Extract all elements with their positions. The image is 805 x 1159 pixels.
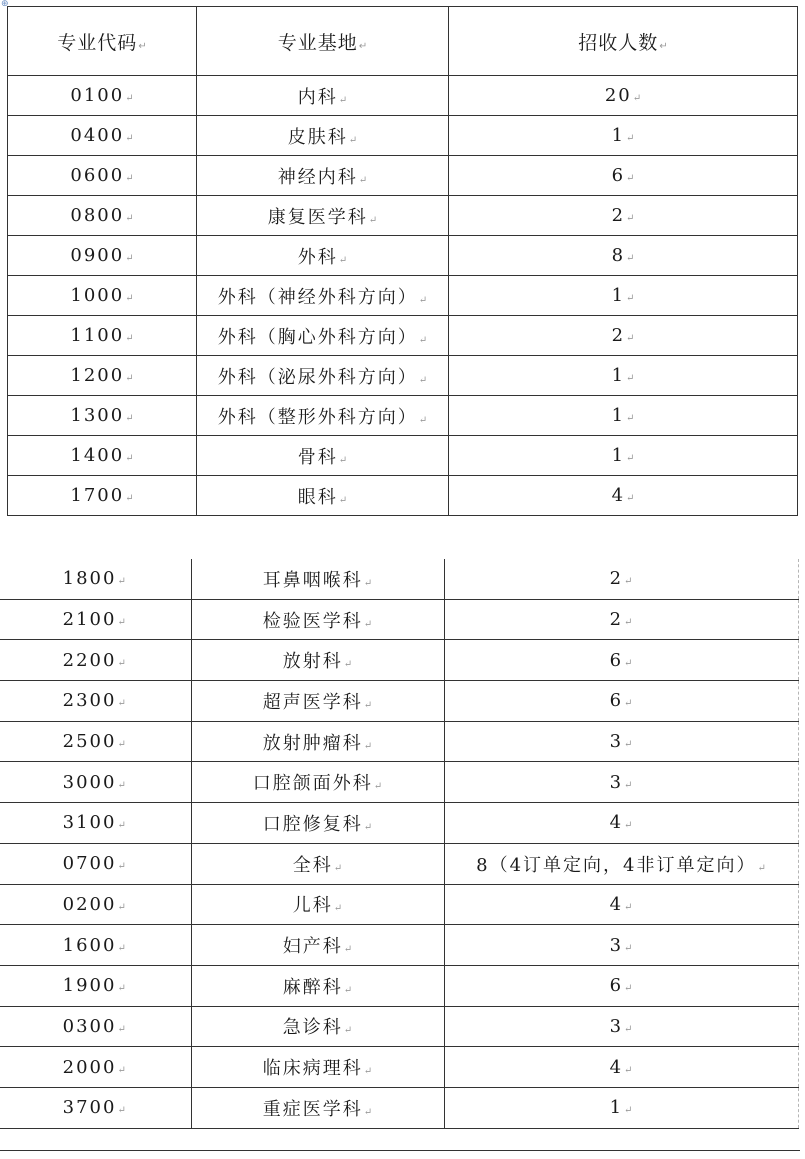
count-cell: [449, 436, 798, 476]
paragraph-mark-icon: ↵: [125, 253, 134, 264]
code-cell: [0, 965, 191, 1006]
base-cell: [191, 965, 444, 1006]
cell-code: 0400: [70, 125, 125, 146]
paragraph-mark-icon: ↵: [117, 942, 126, 954]
count-cell: [449, 156, 798, 196]
paragraph-mark-icon: ↵: [117, 820, 126, 832]
paragraph-mark-icon: ↵: [117, 698, 126, 710]
code-cell: [8, 316, 197, 356]
table-row: [8, 196, 798, 236]
cell-count: 1: [611, 365, 626, 386]
paragraph-mark-icon: ↵: [363, 1066, 373, 1078]
cell-code: 3000: [62, 771, 117, 793]
table-row: [0, 640, 798, 681]
code-cell: [0, 1006, 191, 1047]
count-cell: [444, 884, 798, 925]
paragraph-mark-icon: ↵: [343, 1025, 353, 1037]
table-row: [0, 884, 798, 925]
table-row: [8, 356, 798, 396]
code-cell: [8, 356, 197, 396]
paragraph-mark-icon: ↵: [418, 294, 428, 306]
base-cell: [191, 559, 444, 599]
code-cell: [0, 884, 191, 925]
base-cell: [197, 276, 449, 316]
code-cell: [8, 476, 197, 516]
paragraph-mark-icon: ↵: [624, 820, 633, 832]
cell-base: 重症医学科: [262, 1098, 363, 1120]
count-cell: [444, 681, 798, 722]
count-cell: [444, 599, 798, 640]
code-cell: [8, 396, 197, 436]
count-cell: [444, 721, 798, 762]
paragraph-mark-icon: ↵: [117, 1064, 126, 1076]
table-row: [0, 1006, 798, 1047]
base-cell: [191, 640, 444, 681]
paragraph-mark-icon: ↵: [338, 94, 348, 106]
paragraph-mark-icon: ↵: [624, 657, 633, 669]
base-cell: [197, 156, 449, 196]
cell-base: 妇产科: [282, 936, 343, 958]
table-row: [0, 965, 798, 1006]
table-row: [8, 436, 798, 476]
paragraph-mark-icon: ↵: [626, 493, 635, 504]
paragraph-mark-icon: ↵: [125, 293, 134, 304]
code-cell: [0, 559, 191, 599]
cell-count: 6: [609, 649, 624, 671]
cell-count: 3: [609, 1015, 624, 1037]
base-cell: [191, 599, 444, 640]
table-row: [8, 116, 798, 156]
paragraph-mark-icon: ↵: [363, 1106, 373, 1118]
count-cell: [449, 116, 798, 156]
paragraph-mark-icon: ↵: [117, 739, 126, 751]
base-cell: [191, 1047, 444, 1088]
cell-code: 0700: [62, 853, 117, 875]
base-cell: [191, 762, 444, 803]
cell-base: 外科（神经外科方向）: [217, 286, 418, 308]
table-row: [0, 843, 798, 884]
cell-code: 2100: [62, 609, 117, 631]
paragraph-mark-icon: ↵: [624, 1064, 633, 1076]
code-cell: [0, 640, 191, 681]
cell-count: 1: [611, 405, 626, 426]
table-row: [8, 396, 798, 436]
cell-code: 0100: [70, 85, 125, 106]
code-cell: [0, 762, 191, 803]
cell-base: 骨科: [297, 446, 338, 468]
table-row: [0, 681, 798, 722]
code-cell: [8, 236, 197, 276]
cell-count: 1: [611, 125, 626, 146]
cell-base: 口腔颌面外科: [252, 773, 373, 795]
base-cell: [191, 681, 444, 722]
cell-code: 1300: [70, 405, 125, 426]
paragraph-mark-icon: ↵: [338, 254, 348, 266]
table-row: [0, 721, 798, 762]
paragraph-mark-icon: ↵: [117, 1023, 126, 1035]
paragraph-mark-icon: ↵: [624, 942, 633, 954]
cell-code: 1100: [70, 325, 125, 346]
base-cell: [197, 76, 449, 116]
cell-base: 儿科: [292, 895, 333, 917]
cell-code: 1700: [70, 485, 125, 506]
paragraph-mark-icon: ↵: [659, 40, 668, 52]
count-cell: [444, 843, 798, 884]
paragraph-mark-icon: ↵: [117, 901, 126, 913]
table-row: [8, 276, 798, 316]
cell-base: 神经内科: [277, 166, 358, 188]
paragraph-mark-icon: ↵: [343, 984, 353, 996]
paragraph-mark-icon: ↵: [125, 213, 134, 224]
count-cell: [449, 316, 798, 356]
table-header-row: [8, 7, 798, 76]
paragraph-mark-icon: ↵: [125, 93, 134, 104]
paragraph-mark-icon: ↵: [626, 253, 635, 264]
paragraph-mark-icon: ↵: [632, 93, 642, 104]
cell-base: 放射科: [282, 651, 343, 673]
cell-code: 1600: [62, 934, 117, 956]
base-cell: [197, 116, 449, 156]
header-base-cell: [197, 7, 449, 76]
cell-count: 6: [609, 690, 624, 712]
paragraph-mark-icon: ↵: [117, 576, 126, 588]
cell-count: 4: [609, 812, 624, 834]
paragraph-mark-icon: ↵: [624, 698, 633, 710]
code-cell: [8, 436, 197, 476]
count-cell: [444, 762, 798, 803]
base-cell: [197, 316, 449, 356]
paragraph-mark-icon: ↵: [626, 333, 635, 344]
cell-count: 1: [611, 285, 626, 306]
paragraph-mark-icon: ↵: [624, 739, 633, 751]
paragraph-mark-icon: ↵: [626, 413, 635, 424]
count-cell: [449, 236, 798, 276]
cell-code: 2300: [62, 690, 117, 712]
count-cell: [444, 1047, 798, 1088]
paragraph-mark-icon: ↵: [626, 453, 635, 464]
cell-base: 外科（胸心外科方向）: [217, 326, 418, 348]
cell-base: 皮肤科: [287, 126, 348, 148]
base-cell: [191, 884, 444, 925]
cell-base: 临床病理科: [262, 1058, 363, 1080]
count-cell: [449, 396, 798, 436]
paragraph-mark-icon: ↵: [418, 334, 428, 346]
paragraph-mark-icon: ↵: [333, 903, 343, 915]
count-cell: [449, 476, 798, 516]
cell-count: 4: [609, 1056, 624, 1078]
cell-base: 康复医学科: [267, 206, 368, 228]
header-count: 招收人数: [578, 31, 659, 54]
paragraph-mark-icon: ↵: [624, 1105, 633, 1117]
paragraph-mark-icon: ↵: [757, 862, 766, 874]
paragraph-mark-icon: ↵: [125, 453, 134, 464]
cell-count: 6: [609, 975, 624, 997]
code-cell: [0, 721, 191, 762]
count-cell: [444, 1087, 798, 1128]
paragraph-mark-icon: ↵: [125, 133, 134, 144]
cell-count: 4: [611, 485, 626, 506]
paragraph-mark-icon: ↵: [125, 413, 134, 424]
cell-count: 6: [611, 165, 626, 186]
paragraph-mark-icon: ↵: [363, 740, 373, 752]
paragraph-mark-icon: ↵: [624, 901, 633, 913]
cell-code: 0600: [70, 165, 125, 186]
paragraph-mark-icon: ↵: [418, 414, 428, 426]
count-cell: [449, 196, 798, 236]
base-cell: [191, 843, 444, 884]
paragraph-mark-icon: ↵: [125, 173, 134, 184]
count-cell: [444, 1006, 798, 1047]
table-row: [8, 316, 798, 356]
cell-code: 1200: [70, 365, 125, 386]
paragraph-mark-icon: ↵: [358, 40, 368, 52]
cell-base: 全科: [292, 854, 333, 876]
paragraph-mark-icon: ↵: [363, 821, 373, 833]
cell-count: 3: [609, 771, 624, 793]
cell-code: 1900: [62, 975, 117, 997]
cell-count: 2: [609, 568, 624, 590]
admission-table-part-1: [7, 6, 798, 516]
table-row: [8, 76, 798, 116]
paragraph-mark-icon: ↵: [626, 173, 635, 184]
base-cell: [191, 1006, 444, 1047]
paragraph-mark-icon: ↵: [117, 861, 126, 873]
table-row: [8, 156, 798, 196]
paragraph-mark-icon: ↵: [363, 618, 373, 630]
paragraph-mark-icon: ↵: [343, 944, 353, 956]
base-cell: [191, 1087, 444, 1128]
code-cell: [8, 196, 197, 236]
paragraph-mark-icon: ↵: [138, 40, 147, 52]
cell-base: 口腔修复科: [262, 813, 363, 835]
cell-base: 内科: [297, 86, 338, 108]
cell-code: 1800: [62, 568, 117, 590]
paragraph-mark-icon: ↵: [343, 659, 353, 671]
paragraph-mark-icon: ↵: [338, 454, 348, 466]
cell-count: 20: [604, 85, 632, 106]
paragraph-mark-icon: ↵: [626, 133, 635, 144]
code-cell: [8, 276, 197, 316]
paragraph-mark-icon: ↵: [624, 983, 633, 995]
table-bottom-border: [0, 1150, 800, 1151]
header-code: 专业代码: [57, 31, 138, 54]
code-cell: [8, 116, 197, 156]
count-cell: [444, 640, 798, 681]
table-row: [0, 762, 798, 803]
cell-count: 1: [609, 1097, 624, 1119]
count-cell: [444, 559, 798, 599]
paragraph-mark-icon: ↵: [626, 213, 635, 224]
cell-code: 1000: [70, 285, 125, 306]
base-cell: [191, 925, 444, 966]
count-cell: [449, 356, 798, 396]
cell-code: 3700: [62, 1097, 117, 1119]
paragraph-mark-icon: ↵: [117, 779, 126, 791]
base-cell: [191, 721, 444, 762]
cell-count: 3: [609, 731, 624, 753]
paragraph-mark-icon: ↵: [125, 373, 134, 384]
paragraph-mark-icon: ↵: [418, 374, 428, 386]
code-cell: [0, 925, 191, 966]
code-cell: [0, 681, 191, 722]
code-cell: [0, 1047, 191, 1088]
paragraph-mark-icon: ↵: [338, 494, 348, 506]
paragraph-mark-icon: ↵: [626, 373, 635, 384]
paragraph-mark-icon: ↵: [125, 493, 134, 504]
paragraph-mark-icon: ↵: [624, 1023, 633, 1035]
count-cell: [444, 965, 798, 1006]
base-cell: [197, 196, 449, 236]
cell-code: 2200: [62, 649, 117, 671]
cell-base: 眼科: [297, 486, 338, 508]
paragraph-mark-icon: ↵: [363, 577, 373, 589]
cell-code: 0200: [62, 893, 117, 915]
cell-count: 2: [609, 609, 624, 631]
code-cell: [0, 803, 191, 844]
cell-base: 外科（泌尿外科方向）: [217, 366, 418, 388]
table-row: [0, 1087, 798, 1128]
cell-code: 3100: [62, 812, 117, 834]
cell-code: 1400: [70, 445, 125, 466]
cell-base: 超声医学科: [262, 691, 363, 713]
base-cell: [197, 396, 449, 436]
header-base: 专业基地: [277, 31, 358, 54]
cell-count: 2: [611, 205, 626, 226]
code-cell: [8, 76, 197, 116]
code-cell: [8, 156, 197, 196]
table-row: [0, 803, 798, 844]
paragraph-mark-icon: ↵: [358, 174, 368, 186]
cell-base: 急诊科: [282, 1017, 343, 1039]
cell-base: 耳鼻咽喉科: [262, 569, 363, 591]
paragraph-mark-icon: ↵: [373, 781, 383, 793]
paragraph-mark-icon: ↵: [624, 779, 633, 791]
paragraph-mark-icon: ↵: [117, 983, 126, 995]
paragraph-mark-icon: ↵: [348, 134, 358, 146]
table-row: [8, 476, 798, 516]
paragraph-mark-icon: ↵: [117, 657, 126, 669]
table-row: [0, 599, 798, 640]
paragraph-mark-icon: ↵: [368, 214, 378, 226]
cell-base: 外科: [297, 246, 338, 268]
cell-count: 4: [609, 893, 624, 915]
paragraph-mark-icon: ↵: [117, 617, 126, 629]
cell-count: 8（4订单定向，4非订单定向）: [476, 854, 757, 876]
count-cell: [449, 276, 798, 316]
cell-code: 2500: [62, 731, 117, 753]
count-cell: [444, 925, 798, 966]
table-row: [0, 925, 798, 966]
base-cell: [197, 356, 449, 396]
paragraph-mark-icon: ↵: [117, 1105, 126, 1117]
cell-base: 麻醉科: [282, 976, 343, 998]
cell-code: 0900: [70, 245, 125, 266]
base-cell: [197, 236, 449, 276]
code-cell: [0, 599, 191, 640]
base-cell: [197, 476, 449, 516]
cell-code: 0800: [70, 205, 125, 226]
paragraph-mark-icon: ↵: [363, 699, 373, 711]
table-anchor-icon: ⊕: [1, 0, 9, 9]
paragraph-mark-icon: ↵: [626, 293, 635, 304]
cell-count: 8: [611, 245, 626, 266]
header-count-cell: [449, 7, 798, 76]
table-row: [8, 236, 798, 276]
cell-count: 2: [611, 325, 626, 346]
cell-base: 放射肿瘤科: [262, 732, 363, 754]
count-cell: [444, 803, 798, 844]
cell-code: 0300: [62, 1015, 117, 1037]
header-code-cell: [8, 7, 197, 76]
table-row: [0, 1047, 798, 1088]
cell-count: 3: [609, 934, 624, 956]
paragraph-mark-icon: ↵: [624, 617, 633, 629]
code-cell: [0, 843, 191, 884]
base-cell: [197, 436, 449, 476]
base-cell: [191, 803, 444, 844]
paragraph-mark-icon: ↵: [125, 333, 134, 344]
cell-base: 检验医学科: [262, 610, 363, 632]
code-cell: [0, 1087, 191, 1128]
paragraph-mark-icon: ↵: [333, 862, 343, 874]
cell-code: 2000: [62, 1056, 117, 1078]
table-row: [0, 559, 798, 599]
admission-table-part-2: [0, 559, 799, 1129]
count-cell: [449, 76, 798, 116]
paragraph-mark-icon: ↵: [624, 576, 633, 588]
cell-count: 1: [611, 445, 626, 466]
cell-base: 外科（整形外科方向）: [217, 406, 418, 428]
